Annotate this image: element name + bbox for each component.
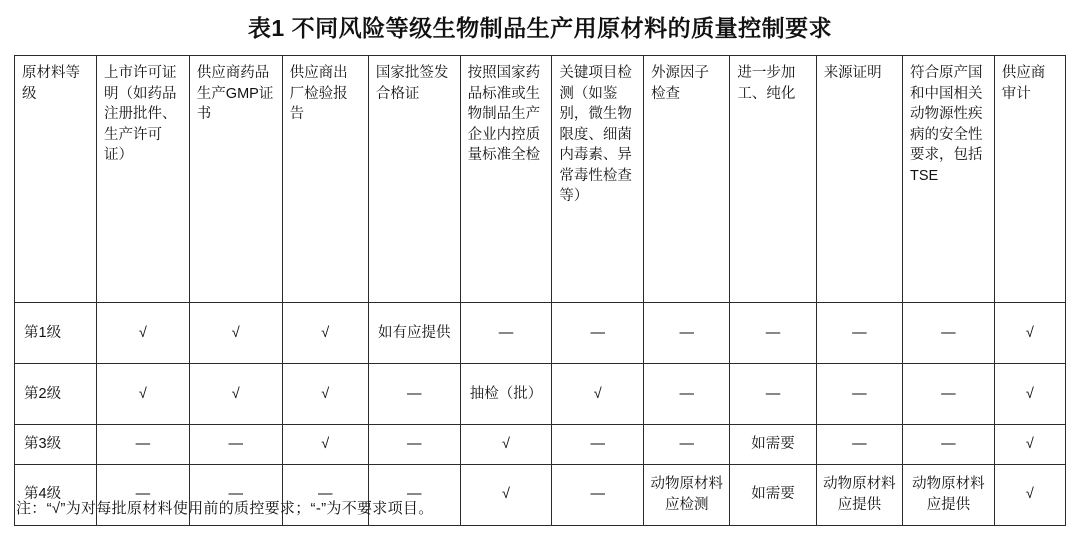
cell-r0c11: √ <box>994 303 1065 364</box>
cell-r1c10: — <box>903 364 995 425</box>
table-header-row <box>15 56 1066 303</box>
cell-r1c3: √ <box>282 364 368 425</box>
cell-r2c4: — <box>368 425 460 465</box>
column-header-supplier-audit: 供应商审计 <box>994 56 1065 303</box>
cell-r3c1: — <box>97 464 190 525</box>
table-row <box>15 303 1066 364</box>
cell-r3c10: 动物原材料应提供 <box>903 464 995 525</box>
cell-r0c6: — <box>552 303 644 364</box>
cell-r0c1: √ <box>97 303 190 364</box>
column-header-gmp-certificate: 供应商药品生产GMP证书 <box>189 56 282 303</box>
row-label-level-3: 第3级 <box>15 425 97 465</box>
cell-r2c8: 如需要 <box>730 425 816 465</box>
quality-control-table <box>14 55 1066 526</box>
column-header-source-proof: 来源证明 <box>816 56 902 303</box>
cell-r3c6: — <box>552 464 644 525</box>
cell-r1c8: — <box>730 364 816 425</box>
cell-r0c5: — <box>460 303 552 364</box>
column-header-full-test: 按照国家药品标准或生物制品生产企业内控质量标准全检 <box>460 56 552 303</box>
cell-r1c2: √ <box>189 364 282 425</box>
cell-r2c3: √ <box>282 425 368 465</box>
cell-r2c7: — <box>644 425 730 465</box>
cell-r3c3: — <box>282 464 368 525</box>
cell-r1c1: √ <box>97 364 190 425</box>
cell-r2c5: √ <box>460 425 552 465</box>
cell-r2c11: √ <box>994 425 1065 465</box>
column-header-lot-release-certificate: 国家批签发合格证 <box>368 56 460 303</box>
cell-r2c6: — <box>552 425 644 465</box>
table-footnote: 注：“√”为对每批原材料使用前的质控要求；“-”为不要求项目。 <box>16 500 434 517</box>
cell-r2c9: — <box>816 425 902 465</box>
cell-r2c1: — <box>97 425 190 465</box>
cell-r3c5: √ <box>460 464 552 525</box>
column-header-further-processing: 进一步加工、纯化 <box>730 56 816 303</box>
cell-r1c9: — <box>816 364 902 425</box>
cell-r3c11: √ <box>994 464 1065 525</box>
row-label-level-2: 第2级 <box>15 364 97 425</box>
cell-r2c2: — <box>189 425 282 465</box>
cell-r0c7: — <box>644 303 730 364</box>
cell-r0c8: — <box>730 303 816 364</box>
column-header-material-level: 原材料等级 <box>15 56 97 303</box>
cell-r1c4: — <box>368 364 460 425</box>
column-header-key-item-testing: 关键项目检测（如鉴别，微生物限度、细菌内毒素、异常毒性检查等） <box>552 56 644 303</box>
cell-r1c6: √ <box>552 364 644 425</box>
table-row <box>15 425 1066 465</box>
cell-r3c8: 如需要 <box>730 464 816 525</box>
table-row <box>15 364 1066 425</box>
column-header-marketing-license: 上市许可证明（如药品注册批件、生产许可证） <box>97 56 190 303</box>
table-header <box>15 56 1066 303</box>
column-header-animal-disease-safety: 符合原产国和中国相关动物源性疾病的安全性要求，包括TSE <box>903 56 995 303</box>
row-label-level-1: 第1级 <box>15 303 97 364</box>
table-body <box>15 303 1066 526</box>
cell-r1c11: √ <box>994 364 1065 425</box>
row-label-level-4: 第4级 <box>15 464 97 525</box>
cell-r1c5: 抽检（批） <box>460 364 552 425</box>
cell-r3c4: — <box>368 464 460 525</box>
cell-r0c2: √ <box>189 303 282 364</box>
cell-r3c2: — <box>189 464 282 525</box>
cell-r0c3: √ <box>282 303 368 364</box>
table-container <box>0 55 1080 526</box>
cell-r0c9: — <box>816 303 902 364</box>
cell-r1c7: — <box>644 364 730 425</box>
cell-r0c10: — <box>903 303 995 364</box>
cell-r0c4: 如有应提供 <box>368 303 460 364</box>
page-title: 表1 不同风险等级生物制品生产用原材料的质量控制要求 <box>247 15 833 41</box>
cell-r3c9: 动物原材料应提供 <box>816 464 902 525</box>
column-header-release-test-report: 供应商出厂检验报告 <box>282 56 368 303</box>
column-header-adventitious-agents: 外源因子检查 <box>644 56 730 303</box>
cell-r3c7: 动物原材料应检测 <box>644 464 730 525</box>
cell-r2c10: — <box>903 425 995 465</box>
